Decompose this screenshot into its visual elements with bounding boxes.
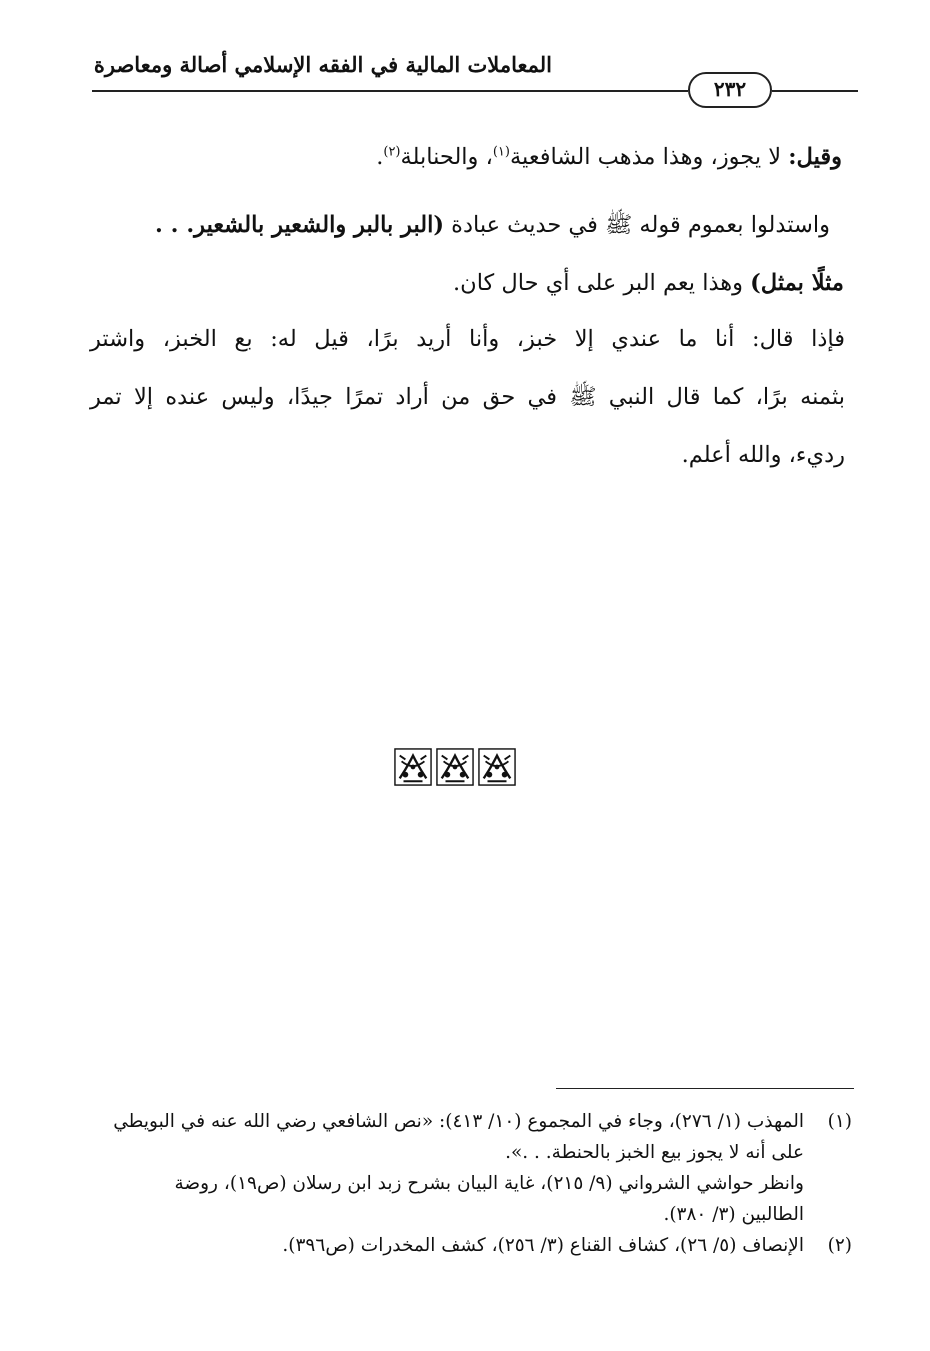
paragraph-2-text-b: وهذا يعم البر على أي حال كان. [453, 270, 743, 296]
page-number: ٢٣٢ [688, 72, 772, 108]
footnote-1-number: (١) [827, 1111, 852, 1132]
paragraph-2-line-2 [100, 254, 844, 312]
footnote-1 [80, 1106, 852, 1230]
paragraph-1-text-b: ، والحنابلة [400, 144, 493, 170]
header-rule-left [92, 90, 688, 92]
footnote-ref-1: (١) [492, 144, 510, 160]
paragraph-1 [267, 128, 842, 186]
footnote-1-line-2: على أنه لا يجوز بيع الخبز بالحنطة. . .». [505, 1142, 804, 1163]
hadith-quote-a: (البر بالبر والشعير بالشعير. . . [154, 212, 444, 238]
paragraph-1-text-c: . [376, 144, 384, 170]
paragraph-2-line-1 [100, 196, 830, 254]
header-rule-right [772, 90, 858, 92]
paragraph-2 [100, 196, 844, 312]
paragraph-3 [90, 310, 845, 484]
footnote-1-line-3: وانظر حواشي الشرواني (٩/ ٢١٥)، غاية البيان بشرح زبد ابن رسلان (ص١٩)، روضة [174, 1173, 804, 1194]
paragraph-1-text-a: لا يجوز، وهذا مذهب الشافعية [509, 144, 782, 170]
footnote-2-line-1: الإنصاف (٥/ ٢٦)، كشاف القناع (٣/ ٢٥٦)، كشف المخدرات (ص٣٩٦). [282, 1235, 804, 1256]
footnote-2-number: (٢) [827, 1235, 852, 1256]
paragraph-2-text-a: واستدلوا بعموم قوله ﷺ في حديث عبادة [451, 212, 830, 238]
footnotes [80, 1106, 852, 1261]
floral-divider-icon [436, 748, 474, 786]
footnote-1-line-1: المهذب (١/ ٢٧٦)، وجاء في المجموع (١٠/ ٤١٣): «نص الشافعي رضي الله عنه في البويطي [113, 1111, 804, 1132]
floral-divider-icon [394, 748, 432, 786]
floral-divider-icon [478, 748, 516, 786]
footnote-1-line-4: الطالبين (٣/ ٣٨٠). [663, 1204, 804, 1225]
running-title: المعاملات المالية في الفقه الإسلامي أصالة ومعاصرة [93, 52, 552, 77]
footnote-separator [556, 1088, 854, 1089]
section-ornament [394, 748, 516, 786]
paragraph-3-line-2: بثمنه برًا، كما قال النبي ﷺ في حق من أراد تمرًا جيدًا، وليس عنده إلا تمر [90, 384, 845, 410]
paragraph-3-line-3: رديء، والله أعلم. [681, 442, 845, 468]
footnote-ref-2: (٢) [383, 144, 401, 160]
paragraph-3-line-1: فإذا قال: أنا ما عندي إلا خبز، وأنا أريد برًا، قيل له: بع الخبز، واشتر [90, 326, 845, 352]
hadith-quote-b: مثلًا بمثل) [750, 270, 844, 296]
paragraph-1-lead: وقيل: [788, 144, 842, 170]
footnote-2 [80, 1230, 852, 1261]
